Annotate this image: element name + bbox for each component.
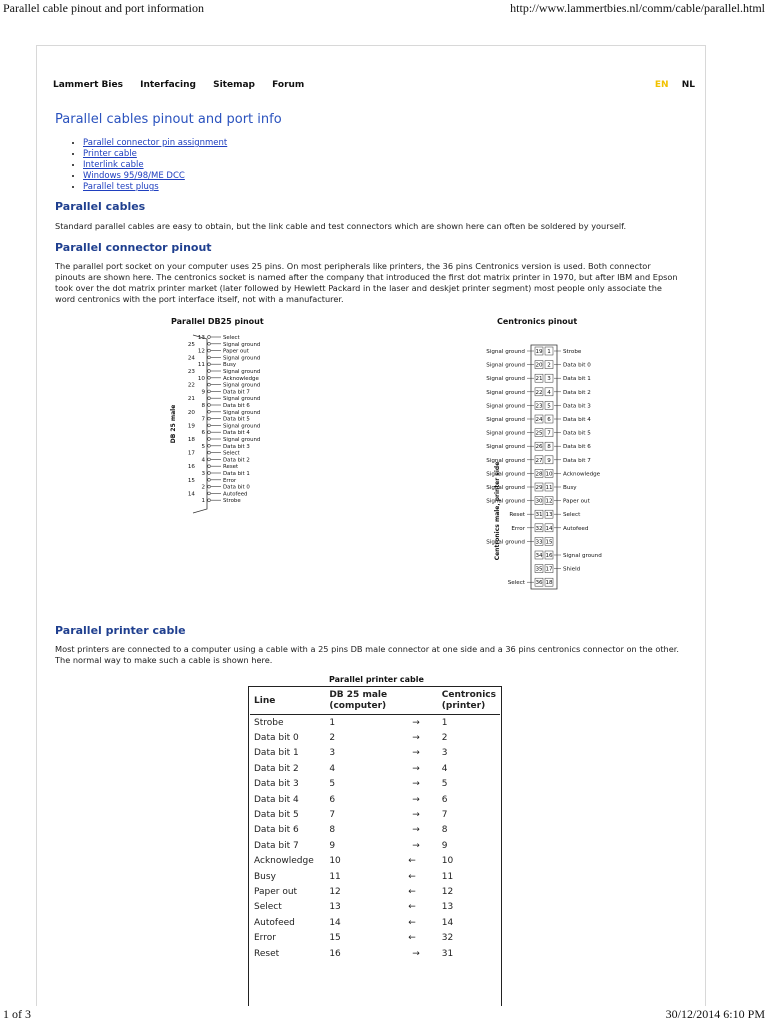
db25-pin-marker: [208, 424, 211, 427]
table-row: [250, 730, 500, 745]
table-row: [250, 777, 500, 792]
centronics-pin-number: 36: [535, 580, 543, 587]
cell-direction: ←: [408, 886, 416, 897]
db25-pin-marker: [208, 451, 211, 454]
db25-pin-label: Signal ground: [223, 409, 261, 416]
centronics-pin-number: 22: [535, 389, 543, 396]
centronics-left-label: Signal ground: [486, 389, 525, 396]
cell-line: Error: [254, 933, 276, 944]
cable-table-caption: Parallel printer cable: [329, 675, 424, 684]
db25-pin-number: 5: [201, 443, 205, 450]
centronics-right-label: Data bit 3: [563, 403, 591, 410]
table-row: [250, 715, 500, 731]
db25-pin-label: Data bit 1: [223, 471, 250, 477]
printer-cable-paragraph: Most printers are connected to a computer using a cable with a 25 pins DB male connector at one side and a 36 pins centronics connector on the other. The normal way to make such a cable is shown here.: [55, 644, 679, 665]
cell-centronics-pin: 11: [441, 871, 454, 882]
db25-pin-label: Data bit 3: [223, 443, 250, 450]
db25-pin-marker: [208, 349, 211, 352]
centronics-pin-number: 1: [547, 349, 551, 355]
centronics-left-label: Signal ground: [486, 362, 525, 369]
centronics-left-label: Signal ground: [486, 430, 525, 437]
cell-direction: →: [412, 810, 420, 821]
db25-pin-label: Error: [223, 477, 237, 484]
table-row: [250, 930, 500, 945]
col-header-line: Line: [250, 688, 325, 715]
db25-pin-marker: [208, 478, 211, 481]
db25-pin-marker: [208, 499, 211, 502]
db25-pin-number: 9: [201, 389, 205, 396]
centronics-pin-number: 5: [547, 403, 551, 410]
cell-centronics-pin: 6: [441, 794, 448, 805]
db25-pin-number: 8: [201, 403, 205, 409]
cell-db25-pin: 4: [329, 763, 336, 774]
centronics-pin-number: 23: [535, 403, 543, 410]
table-row: [250, 915, 500, 930]
db25-pin-number: 19: [187, 423, 195, 430]
centronics-left-label: Select: [507, 580, 525, 587]
centronics-pin-number: 20: [535, 362, 543, 369]
db25-pin-number: 6: [201, 430, 205, 437]
print-url: http://www.lammertbies.nl/comm/cable/parallel.html: [510, 1, 765, 15]
cell-db25-pin: 9: [329, 840, 336, 851]
db25-pin-label: Signal ground: [223, 341, 261, 348]
cell-db25-pin: 8: [329, 825, 336, 836]
table-row: [250, 761, 500, 776]
cell-db25-pin: 1: [329, 717, 336, 728]
centronics-left-label: Signal ground: [486, 403, 525, 410]
print-footer: [3, 1006, 765, 1024]
db25-pin-number: 20: [187, 409, 195, 416]
table-row: [250, 838, 500, 853]
centronics-pin-number: 21: [535, 376, 543, 383]
db25-pin-number: 7: [201, 416, 205, 423]
centronics-caption: Centronics pinout: [497, 317, 578, 326]
db25-pin-number: 21: [187, 396, 195, 403]
centronics-left-label: Signal ground: [486, 471, 525, 478]
db25-pin-label: Strobe: [223, 498, 241, 505]
cell-line: Acknowledge: [254, 856, 314, 867]
db25-pin-number: 12: [197, 348, 205, 355]
toc-link-windows-dcc[interactable]: Windows 95/98/ME DCC: [83, 171, 185, 181]
table-row: [250, 807, 500, 822]
table-row: [250, 869, 500, 884]
heading-connector-pinout: Parallel connector pinout: [55, 241, 212, 254]
centronics-pin-number: 17: [545, 566, 553, 573]
centronics-side-label: Centronics male, printer side: [494, 461, 501, 561]
db25-pin-number: 1: [201, 498, 205, 505]
centronics-right-label: Select: [563, 512, 581, 519]
table-row: [250, 823, 500, 838]
db25-pin-label: Data bit 7: [223, 389, 250, 396]
db25-pin-marker: [208, 342, 211, 345]
db25-pin-number: 14: [187, 491, 195, 498]
cell-centronics-pin: 4: [441, 763, 448, 774]
centronics-right-label: Data bit 6: [563, 444, 591, 451]
toc-item: [83, 160, 227, 171]
centronics-pin-number: 33: [535, 539, 543, 546]
centronics-pin-number: 6: [547, 417, 551, 423]
centronics-pin-number: 34: [535, 553, 543, 559]
cell-db25-pin: 11: [329, 871, 341, 882]
db25-pin-label: Signal ground: [223, 396, 261, 403]
db25-pin-marker: [208, 363, 211, 366]
db25-diagram: [165, 329, 285, 519]
db25-pin-label: Signal ground: [223, 355, 261, 362]
centronics-right-label: Acknowledge: [563, 471, 601, 478]
centronics-pin-number: 27: [535, 457, 543, 464]
cell-centronics-pin: 32: [441, 933, 454, 944]
toc-link-test-plugs[interactable]: Parallel test plugs: [83, 182, 159, 192]
db25-pin-label: Paper out: [223, 348, 249, 355]
cell-direction: →: [412, 794, 420, 805]
centronics-pin-number: 7: [547, 430, 551, 437]
cell-db25-pin: 14: [329, 917, 341, 928]
db25-pin-number: 3: [201, 471, 205, 477]
db25-pin-marker: [208, 444, 211, 447]
db25-pin-number: 13: [197, 335, 205, 341]
cell-line: Strobe: [254, 717, 284, 728]
centronics-right-label: Signal ground: [563, 553, 602, 559]
centronics-pin-number: 18: [545, 580, 553, 587]
db25-pin-marker: [208, 356, 211, 359]
cell-direction: ←: [408, 856, 416, 867]
db25-pin-number: 25: [187, 341, 195, 348]
centronics-left-label: Signal ground: [486, 498, 525, 505]
table-header-row: [250, 688, 500, 715]
db25-pin-label: Acknowledge: [223, 375, 259, 382]
toc-link-interlink-cable[interactable]: Interlink cable: [83, 160, 144, 170]
db25-pin-number: 2: [201, 484, 205, 491]
centronics-pin-number: 24: [535, 417, 543, 423]
centronics-pin-number: 15: [545, 539, 553, 546]
centronics-pin-number: 19: [535, 349, 543, 355]
centronics-pin-number: 16: [545, 553, 553, 559]
toc-item: [83, 138, 227, 149]
db25-pin-label: Data bit 4: [223, 430, 250, 437]
nav-item-interfacing[interactable]: Interfacing: [140, 80, 196, 90]
print-page-number: 1 of 3: [3, 1007, 31, 1021]
toc-item: [83, 171, 227, 182]
cell-direction: ←: [408, 902, 416, 913]
table-row: [250, 946, 500, 961]
toc-item: [83, 149, 227, 160]
centronics-left-label: Reset: [509, 512, 525, 519]
centronics-left-label: Signal ground: [486, 417, 525, 423]
centronics-pin-number: 13: [545, 512, 553, 519]
cell-direction: ←: [408, 871, 416, 882]
centronics-left-label: Signal ground: [486, 539, 525, 546]
db25-pin-label: Signal ground: [223, 437, 261, 443]
db25-pin-marker: [208, 485, 211, 488]
db25-pin-label: Signal ground: [223, 423, 261, 430]
cell-db25-pin: 10: [329, 856, 341, 867]
cell-db25-pin: 15: [329, 933, 341, 944]
db25-pin-marker: [208, 404, 211, 407]
db25-pin-number: 15: [187, 477, 195, 484]
lang-nl-link[interactable]: NL: [681, 80, 695, 90]
centronics-pin-number: 25: [535, 430, 543, 437]
lang-en-link[interactable]: EN: [654, 80, 669, 90]
cell-line: Busy: [254, 871, 276, 882]
pinout-paragraph: The parallel port socket on your computer uses 25 pins. On most peripherals like printers, the 36 pins Centronics version is used. Both connector pinouts are shown here. The centronics socket is named after the company that introduced the first dot matrix printer in 1970, but after IBM and Epson took over the dot matrix printer market (later followed by Hewlett Packard in the laser and deskjet printer segment) most people only associate the word centronics with the port interface itself, not with a manufacturer.: [55, 261, 678, 304]
cell-line: Data bit 3: [254, 779, 299, 790]
cell-db25-pin: 13: [329, 902, 341, 913]
cell-line: Autofeed: [254, 917, 295, 928]
db25-pin-marker: [208, 458, 211, 461]
cell-db25-pin: 6: [329, 794, 336, 805]
centronics-left-label: Signal ground: [486, 485, 525, 491]
db25-pin-number: 18: [187, 437, 195, 443]
cables-paragraph: Standard parallel cables are easy to obtain, but the link cable and test connectors which are shown here can often be soldered by yourself.: [55, 221, 627, 231]
cell-centronics-pin: 2: [441, 733, 448, 744]
centronics-pin-number: 4: [547, 389, 551, 396]
table-row: [250, 792, 500, 807]
centronics-right-label: Data bit 7: [563, 457, 591, 464]
cell-centronics-pin: 12: [441, 886, 454, 897]
col-header-db25: DB 25 male (computer): [325, 688, 398, 715]
table-of-contents: [69, 138, 227, 193]
centronics-right-label: Busy: [563, 485, 577, 491]
db25-pin-marker: [208, 472, 211, 475]
cell-centronics-pin: 14: [441, 917, 454, 928]
centronics-pin-number: 30: [535, 498, 543, 505]
db25-pin-label: Reset: [223, 464, 239, 471]
db25-pin-number: 17: [187, 450, 195, 457]
centronics-diagram: [463, 343, 663, 603]
cell-direction: →: [412, 748, 420, 759]
centronics-pin-number: 31: [535, 512, 543, 519]
db25-pin-number: 10: [197, 375, 205, 382]
centronics-pin-number: 28: [535, 471, 543, 478]
cell-direction: →: [412, 717, 420, 728]
col-header-direction: [398, 688, 437, 715]
db25-pin-marker: [208, 431, 211, 434]
cell-line: Data bit 7: [254, 840, 299, 851]
cell-line: Data bit 0: [254, 733, 299, 744]
cell-db25-pin: 5: [329, 779, 336, 790]
centronics-pin-number: 26: [535, 444, 543, 451]
cell-centronics-pin: 13: [441, 902, 454, 913]
cell-direction: ←: [408, 933, 416, 944]
centronics-left-label: Signal ground: [486, 349, 525, 355]
db25-pin-number: 11: [197, 362, 205, 369]
centronics-pin-number: 29: [535, 485, 543, 491]
db25-pin-number: 24: [187, 355, 195, 362]
centronics-left-label: Error: [511, 525, 525, 532]
cell-db25-pin: 2: [329, 733, 336, 744]
centronics-pin-number: 32: [535, 525, 543, 532]
language-switcher: [645, 80, 695, 90]
toc-item: [83, 182, 227, 193]
cell-centronics-pin: 1: [441, 717, 448, 728]
centronics-left-label: Signal ground: [486, 457, 525, 464]
col-header-centronics: Centronics (printer): [438, 688, 500, 715]
cell-direction: →: [412, 825, 420, 836]
db25-pin-label: Data bit 6: [223, 403, 250, 409]
toc-link-printer-cable[interactable]: Printer cable: [83, 149, 137, 159]
cell-centronics-pin: 8: [441, 825, 448, 836]
cell-db25-pin: 3: [329, 748, 336, 759]
cell-direction: →: [412, 733, 420, 744]
db25-pin-label: Autofeed: [223, 491, 248, 498]
db25-pin-marker: [208, 390, 211, 393]
db25-pin-marker: [208, 492, 211, 495]
centronics-right-label: Shield: [563, 566, 581, 573]
cell-line: Select: [254, 902, 282, 913]
centronics-right-label: Paper out: [563, 498, 590, 505]
db25-caption: Parallel DB25 pinout: [171, 317, 264, 326]
centronics-pin-number: 2: [547, 362, 551, 369]
cell-centronics-pin: 31: [441, 948, 454, 959]
centronics-right-label: Autofeed: [563, 525, 589, 532]
print-datetime: 30/12/2014 6:10 PM: [665, 1007, 765, 1021]
heading-parallel-cables: Parallel cables: [55, 200, 146, 213]
centronics-pin-number: 12: [545, 498, 553, 505]
cell-centronics-pin: 9: [441, 840, 448, 851]
centronics-pin-number: 3: [547, 376, 551, 383]
toc-link-connector-pins[interactable]: Parallel connector pin assignment: [83, 138, 228, 148]
centronics-right-label: Data bit 2: [563, 389, 591, 396]
table-row: [250, 884, 500, 899]
page-frame: [36, 45, 706, 1006]
cell-line: Data bit 5: [254, 810, 299, 821]
centronics-pin-number: 8: [547, 444, 551, 451]
db25-pin-label: Data bit 0: [223, 484, 250, 491]
nav-item-lammert-bies[interactable]: Lammert Bies: [53, 80, 123, 90]
db25-pin-label: Data bit 2: [223, 457, 250, 464]
db25-pin-number: 22: [187, 382, 195, 389]
centronics-right-label: Data bit 4: [563, 417, 591, 423]
nav-item-forum[interactable]: Forum: [272, 80, 305, 90]
cell-direction: →: [412, 840, 420, 851]
db25-pin-label: Select: [223, 335, 240, 341]
db25-pin-marker: [208, 410, 211, 413]
db25-pin-label: Select: [223, 450, 240, 457]
db25-pin-label: Signal ground: [223, 369, 261, 375]
centronics-pin-number: 14: [545, 525, 553, 532]
centronics-left-label: Signal ground: [486, 376, 525, 383]
cell-db25-pin: 12: [329, 886, 341, 897]
db25-pin-number: 16: [187, 464, 195, 471]
top-nav: [53, 80, 695, 94]
nav-item-sitemap[interactable]: Sitemap: [213, 80, 255, 90]
cell-line: Data bit 4: [254, 794, 299, 805]
db25-side-label: DB 25 male: [170, 404, 177, 444]
centronics-right-label: Strobe: [563, 349, 582, 355]
cell-direction: →: [412, 779, 420, 790]
cell-line: Paper out: [254, 886, 298, 897]
db25-pin-label: Data bit 5: [223, 416, 250, 423]
table-row: [250, 854, 500, 869]
db25-pin-number: 23: [187, 369, 195, 375]
centronics-right-label: Data bit 1: [563, 376, 591, 383]
cell-line: Data bit 6: [254, 825, 299, 836]
db25-pin-marker: [208, 383, 211, 386]
centronics-pin-number: 35: [535, 566, 543, 573]
centronics-right-label: Data bit 5: [563, 430, 591, 437]
db25-pin-number: 4: [201, 457, 205, 464]
cell-centronics-pin: 7: [441, 810, 448, 821]
cell-centronics-pin: 10: [441, 856, 454, 867]
cell-centronics-pin: 5: [441, 779, 448, 790]
centronics-right-label: Data bit 0: [563, 362, 591, 369]
centronics-pin-number: 9: [547, 457, 551, 464]
centronics-left-label: Signal ground: [486, 444, 525, 451]
heading-printer-cable: Parallel printer cable: [55, 624, 186, 637]
cell-db25-pin: 16: [329, 948, 341, 959]
cell-db25-pin: 7: [329, 810, 336, 821]
db25-pin-marker: [208, 465, 211, 468]
centronics-pin-number: 10: [545, 471, 553, 478]
cell-direction: →: [412, 948, 420, 959]
cell-centronics-pin: 3: [441, 748, 448, 759]
print-page-title: Parallel cable pinout and port information: [3, 1, 204, 15]
db25-pin-label: Busy: [223, 362, 237, 369]
db25-pin-marker: [208, 376, 211, 379]
db25-pin-marker: [208, 397, 211, 400]
cable-table: [250, 688, 500, 961]
print-header: [3, 0, 765, 18]
db25-pin-marker: [208, 438, 211, 441]
cell-direction: ←: [408, 917, 416, 928]
cell-line: Data bit 1: [254, 748, 299, 759]
db25-pin-marker: [208, 417, 211, 420]
db25-pin-label: Signal ground: [223, 382, 261, 389]
db25-pin-marker: [208, 370, 211, 373]
table-row: [250, 746, 500, 761]
page-title: Parallel cables pinout and port info: [55, 112, 282, 127]
cell-line: Reset: [254, 948, 280, 959]
table-row: [250, 900, 500, 915]
db25-pin-marker: [208, 336, 211, 339]
centronics-pin-number: 11: [545, 485, 553, 491]
cell-direction: →: [412, 763, 420, 774]
cell-line: Data bit 2: [254, 763, 299, 774]
